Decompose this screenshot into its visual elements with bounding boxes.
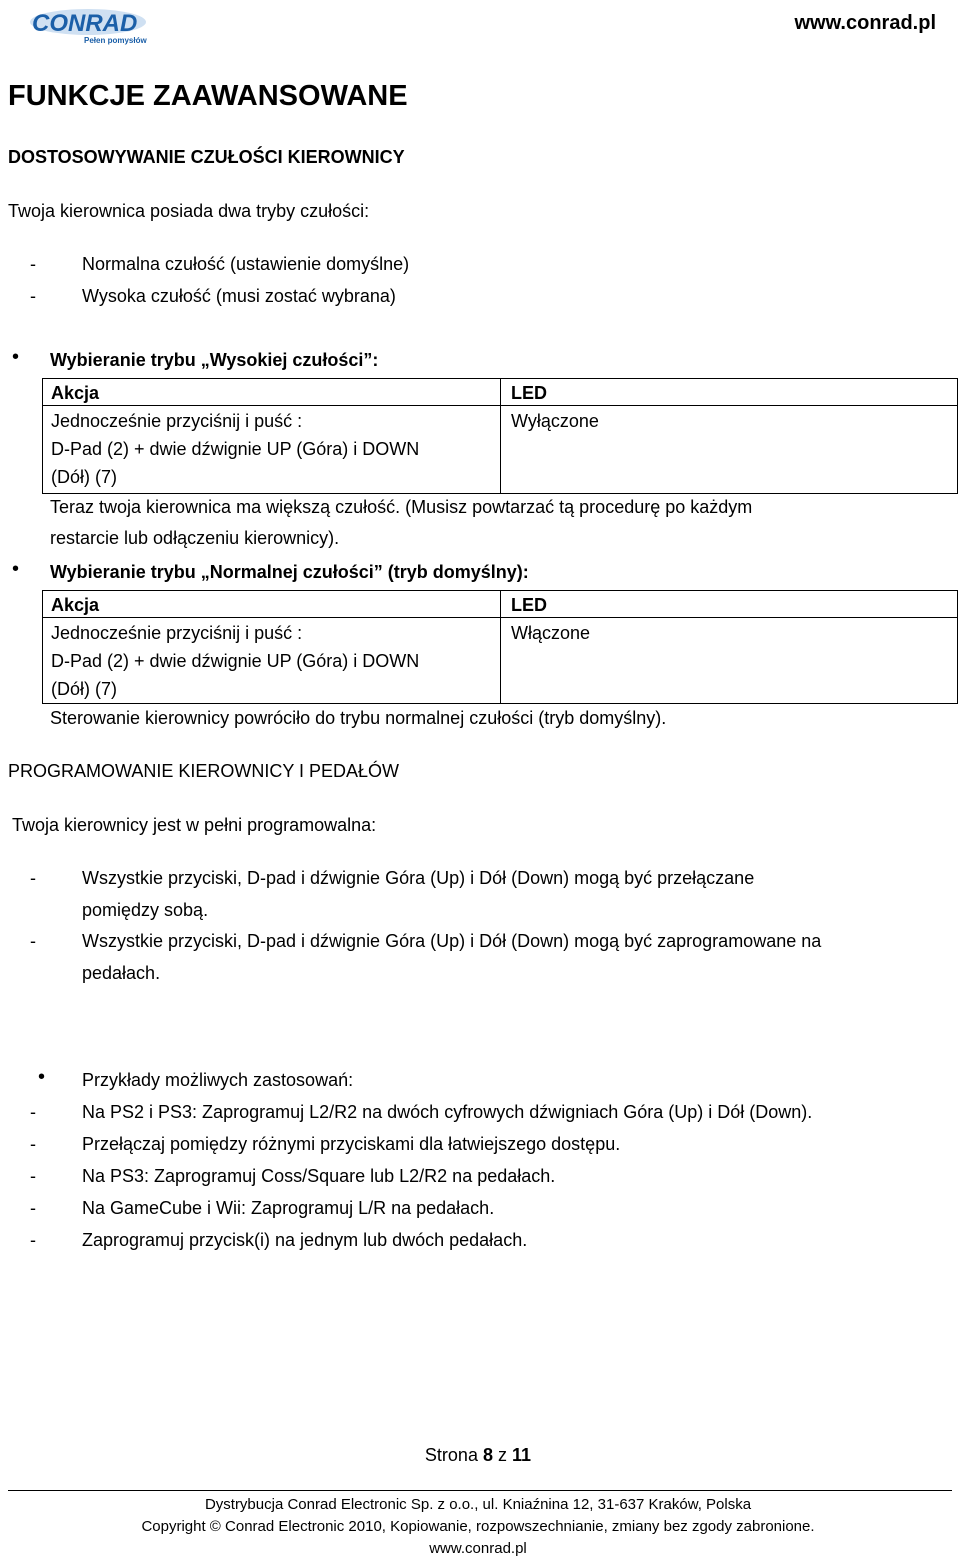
dash-marker: - (30, 1102, 36, 1122)
list-item: Na GameCube i Wii: Zaprogramuj L/R na pedałach. (82, 1198, 495, 1218)
dash-marker: - (30, 254, 36, 274)
bullet-marker: • (38, 1066, 46, 1088)
table-cell-action: D-Pad (2) + dwie dźwignie UP (Góra) i DOWN (51, 651, 420, 671)
page-title: FUNKCJE ZAAWANSOWANE (8, 80, 408, 112)
table-cell-led: Wyłączone (511, 411, 599, 431)
dash-marker: - (30, 868, 36, 888)
dash-marker: - (30, 1134, 36, 1154)
dash-marker: - (30, 1198, 36, 1218)
site-url-header: www.conrad.pl (794, 12, 936, 34)
list-item: Zaprogramuj przycisk(i) na jednym lub dwóch pedałach. (82, 1230, 528, 1250)
table-header-led: LED (511, 383, 547, 403)
footer-divider (8, 1490, 952, 1491)
table-cell-led: Włączone (511, 623, 591, 643)
high-mode-heading: Wybieranie trybu „Wysokiej czułości”: (50, 350, 379, 370)
table-cell-action: D-Pad (2) + dwie dźwignie UP (Góra) i DOWN (51, 439, 420, 459)
page-current: 8 (482, 1445, 493, 1465)
sensitivity-intro: Twoja kierownica posiada dwa tryby czułości: (8, 201, 370, 221)
logo-tagline: Pełen pomysłów (84, 36, 147, 45)
table-header-action: Akcja (51, 383, 100, 403)
list-item: Na PS2 i PS3: Zaprogramuj L2/R2 na dwóch cyfrowych dźwigniach Góra (Up) i Dół (Down). (82, 1102, 813, 1122)
table-cell-action: Jednocześnie przyciśnij i puść : (51, 411, 303, 431)
footer-url[interactable]: www.conrad.pl (429, 1540, 527, 1557)
high-mode-table (42, 378, 958, 494)
dash-marker: - (30, 1166, 36, 1186)
table-header-action: Akcja (51, 595, 100, 615)
bullet-marker: • (12, 346, 20, 368)
list-item: Na PS3: Zaprogramuj Coss/Square lub L2/R2 na pedałach. (82, 1166, 556, 1186)
table-cell-action: (Dół) (7) (51, 467, 117, 487)
list-item: Wysoka czułość (musi zostać wybrana) (82, 286, 396, 306)
examples-heading: Przykłady możliwych zastosowań: (82, 1070, 354, 1090)
programming-intro: Twoja kierownicy jest w pełni programowalna: (12, 815, 377, 835)
page-sep: z (498, 1445, 508, 1465)
dash-marker: - (30, 1230, 36, 1250)
list-item-cont: pedałach. (82, 963, 161, 983)
page-total: 11 (512, 1445, 532, 1465)
dash-marker: - (30, 931, 36, 951)
normal-mode-note: Sterowanie kierownicy powróciło do trybu normalnej czułości (tryb domyślny). (50, 708, 667, 728)
table-header-led: LED (511, 595, 547, 615)
table-cell-action: Jednocześnie przyciśnij i puść : (51, 623, 303, 643)
high-mode-note-cont: restarcie lub odłączeniu kierownicy). (50, 528, 340, 548)
section-title-sensitivity: DOSTOSOWYWANIE CZUŁOŚCI KIEROWNICY (8, 147, 405, 167)
section-title-programming: PROGRAMOWANIE KIEROWNICY I PEDAŁÓW (8, 761, 400, 781)
normal-mode-heading: Wybieranie trybu „Normalnej czułości” (tryb domyślny): (50, 562, 529, 582)
list-item: Wszystkie przyciski, D-pad i dźwignie Góra (Up) i Dół (Down) mogą być przełączane (82, 868, 755, 888)
footer-copyright: Copyright © Conrad Electronic 2010, Kopiowanie, rozpowszechnianie, zmiany bez zgody zabronione. (141, 1518, 815, 1535)
page-label: Strona (424, 1445, 478, 1465)
high-mode-note: Teraz twoja kierownica ma większą czułość. (Musisz powtarzać tą procedurę po każdym (50, 497, 753, 517)
list-item: Normalna czułość (ustawienie domyślne) (82, 254, 410, 274)
conrad-logo (28, 6, 148, 46)
dash-marker: - (30, 286, 36, 306)
list-item: Przełączaj pomiędzy różnymi przyciskami dla łatwiejszego dostępu. (82, 1134, 621, 1154)
list-item-cont: pomiędzy sobą. (82, 900, 209, 920)
normal-mode-table (42, 590, 958, 704)
footer-distribution: Dystrybucja Conrad Electronic Sp. z o.o., ul. Kniaźnina 12, 31-637 Kraków, Polska (204, 1496, 752, 1513)
bullet-marker: • (12, 558, 20, 580)
list-item: Wszystkie przyciski, D-pad i dźwignie Góra (Up) i Dół (Down) mogą być zaprogramowane na (82, 931, 822, 951)
logo-wordmark: CONRAD (32, 10, 138, 37)
page-number (0, 1445, 956, 1466)
table-cell-action: (Dół) (7) (51, 679, 117, 699)
